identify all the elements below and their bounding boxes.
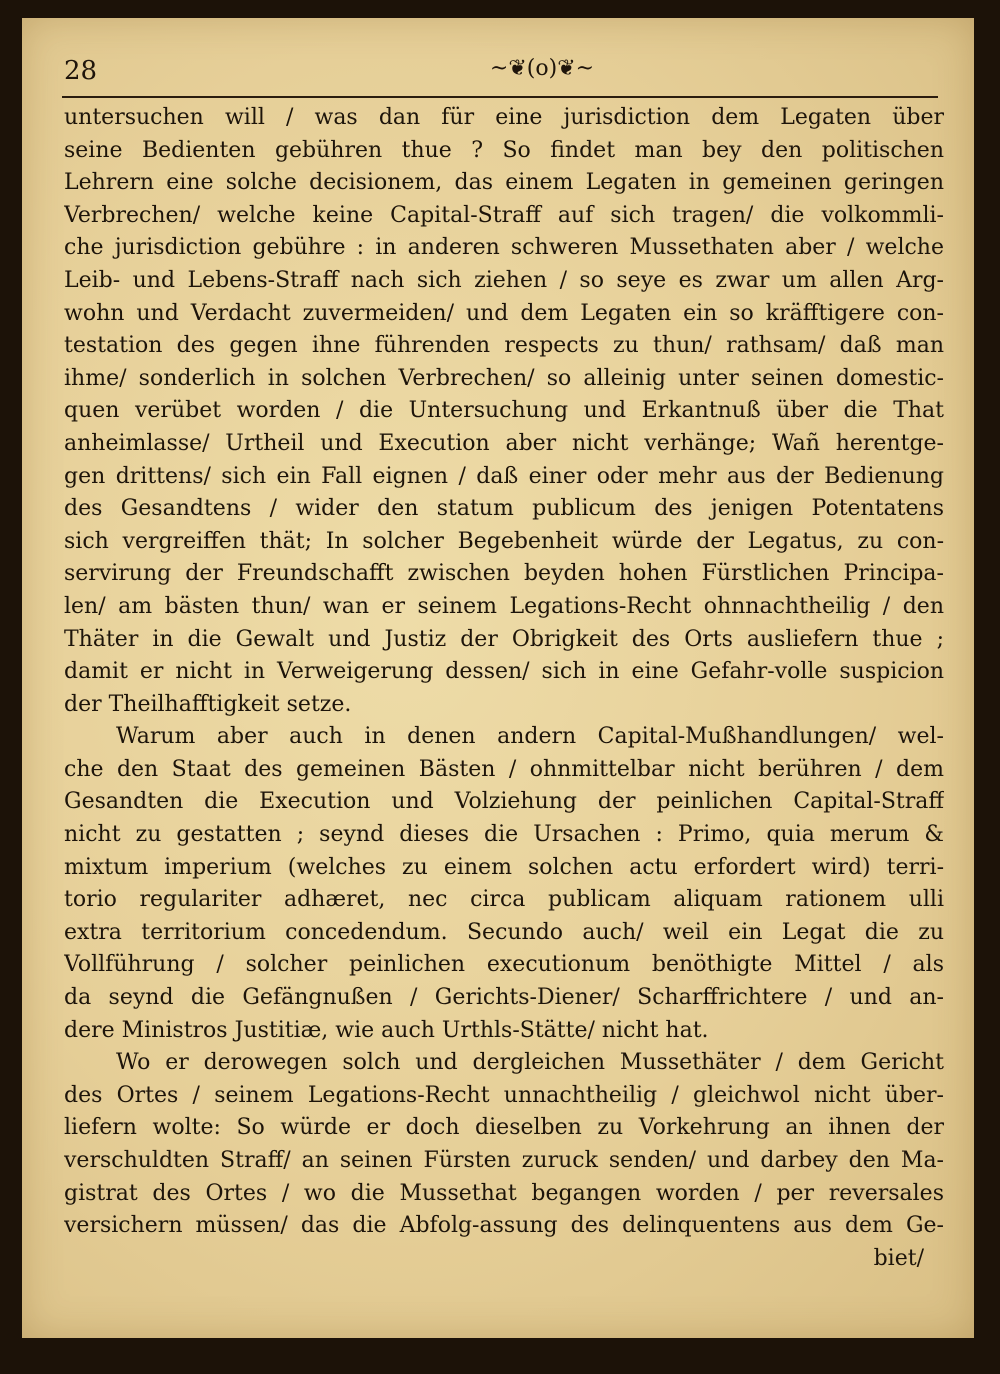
- book-page: [22, 18, 974, 1338]
- text-line: gen drittens/ sich ein Fall eignen / daß einer oder mehr aus der Bedienung: [64, 463, 944, 489]
- text-line: Vollführung / solcher peinlichen executionum benöthigte Mittel / als: [64, 952, 944, 978]
- text-line: Thäter in die Gewalt und Justiz der Obrigkeit des Orts ausliefern thue ;: [64, 626, 944, 652]
- text-line: nicht zu gestatten ; seynd dieses die Ursachen : Primo, quia merum &: [64, 822, 944, 848]
- text-line: che jurisdiction gebühre : in anderen schweren Mussethaten aber / welche: [64, 235, 944, 261]
- text-line: torio regulariter adhæret, nec circa publicam aliquam rationem ulli: [64, 887, 944, 913]
- text-line: des Ortes / seinem Legations-Recht unnachtheilig / gleichwol nicht über-: [64, 1082, 944, 1108]
- text-line: Gesandten die Execution und Volziehung der peinlichen Capital-Straff: [64, 789, 944, 815]
- text-line: dere Ministros Justitiæ, wie auch Urthls-Stätte/ nicht hat.: [64, 1017, 709, 1043]
- text-line: quen verübet worden / die Untersuchung und Erkantnuß über die That: [64, 398, 944, 424]
- text-line: Warum aber auch in denen andern Capital-Mußhandlungen/ wel-: [116, 724, 944, 750]
- text-line: mixtum imperium (welches zu einem solchen actu erfordert wird) terri-: [64, 854, 944, 880]
- text-line: ihme/ sonderlich in solchen Verbrechen/ so alleinig unter seinen domestic-: [64, 365, 944, 391]
- text-line: untersuchen will / was dan für eine jurisdiction dem Legaten über: [64, 105, 944, 130]
- text-line: Verbrechen/ welche keine Capital-Straff auf sich tragen/ die volkommli-: [64, 202, 944, 228]
- text-line: wohn und Verdacht zuvermeiden/ und dem Legaten ein so kräfftigere con-: [64, 300, 944, 326]
- text-line: seine Bedienten gebühren thue ? So findet man bey den politischen: [64, 137, 944, 163]
- text-line: liefern wolte: So würde er doch dieselben zu Vorkehrung an ihnen der: [64, 1115, 944, 1141]
- page-header: [62, 56, 934, 96]
- text-line: Lehrern eine solche decisionem, das einem Legaten in gemeinen geringen: [64, 170, 944, 196]
- header-rule: [62, 96, 938, 98]
- text-line: anheimlasse/ Urtheil und Execution aber nicht verhänge; Wañ herentge-: [64, 430, 944, 456]
- body-text: [64, 102, 944, 1275]
- text-line: versichern müssen/ das die Abfolg-assung des delinquentens aus dem Ge-: [64, 1213, 944, 1239]
- text-line: sich vergreiffen thät; In solcher Begebenheit würde der Legatus, zu con-: [64, 528, 944, 554]
- catchword: biet/: [873, 1245, 924, 1271]
- text-line: servirung der Freundschafft zwischen beyden hohen Fürstlichen Principa-: [64, 561, 944, 587]
- text-line: Leib- und Lebens-Straff nach sich ziehen / so seye es zwar um allen Arg-: [64, 267, 944, 293]
- text-line: verschuldten Straff/ an seinen Fürsten zuruck senden/ und darbey den Ma-: [64, 1148, 944, 1173]
- text-line: Wo er derowegen solch und dergleichen Mussethäter / dem Gericht: [116, 1050, 944, 1076]
- text-line: extra territorium concedendum. Secundo auch/ weil ein Legat die zu: [64, 919, 944, 945]
- text-line: da seynd die Gefängnußen / Gerichts-Diener/ Scharffrichtere / und an-: [64, 985, 944, 1011]
- text-line: damit er nicht in Verweigerung dessen/ sich in eine Gefahr-volle suspicion: [64, 659, 944, 685]
- text-line: der Theilhafftigkeit setze.: [64, 691, 352, 717]
- text-line: len/ am bästen thun/ wan er seinem Legations-Recht ohnnachtheilig / den: [64, 593, 944, 619]
- text-line: des Gesandtens / wider den statum publicum des jenigen Potentatens: [64, 496, 944, 522]
- text-line: testation des gegen ihne führenden respects zu thun/ rathsam/ daß man: [64, 333, 944, 359]
- page-number: 28: [64, 56, 98, 86]
- header-ornament: ~❦(o)❦~: [489, 56, 595, 81]
- text-line: che den Staat des gemeinen Bästen / ohnmittelbar nicht berühren / dem: [64, 756, 944, 782]
- text-line: gistrat des Ortes / wo die Mussethat begangen worden / per reversales: [64, 1180, 944, 1206]
